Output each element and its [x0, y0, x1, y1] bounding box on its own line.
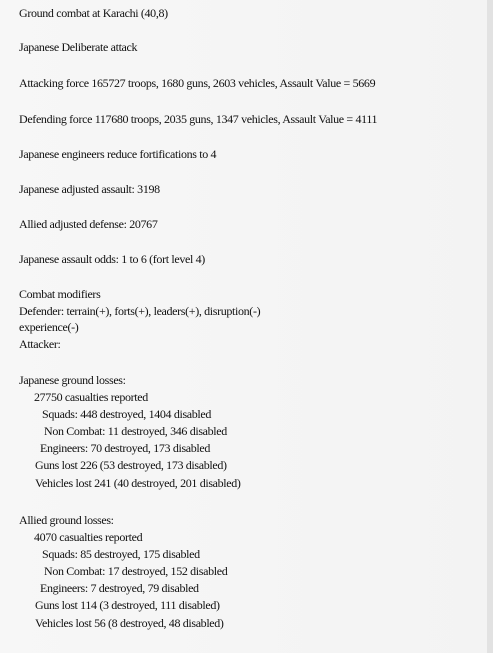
defender-modifiers: Defender: terrain(+), forts(+), leaders(+), disruption(-) — [19, 304, 261, 318]
assault-odds: Japanese assault odds: 1 to 6 (fort level 4) — [19, 252, 205, 266]
engineers-report: Japanese engineers reduce fortifications to 4 — [19, 147, 217, 161]
japanese-losses-heading: Japanese ground losses: — [19, 373, 126, 387]
japanese-squads: Squads: 448 destroyed, 1404 disabled — [42, 407, 212, 421]
japanese-guns-lost: Guns lost 226 (53 destroyed, 173 disabled) — [35, 458, 227, 472]
japanese-casualties: 27750 casualties reported — [34, 390, 148, 404]
attack-type: Japanese Deliberate attack — [19, 40, 138, 54]
attacker-modifiers: Attacker: — [19, 337, 61, 351]
defending-force: Defending force 117680 troops, 2035 guns, 1347 vehicles, Assault Value = 4111 — [19, 112, 378, 126]
allied-losses-heading: Allied ground losses: — [19, 513, 114, 527]
japanese-vehicles-lost: Vehicles lost 241 (40 destroyed, 201 disabled) — [35, 476, 241, 490]
allied-squads: Squads: 85 destroyed, 175 disabled — [42, 547, 200, 561]
japanese-non-combat: Non Combat: 11 destroyed, 346 disabled — [44, 424, 227, 438]
combat-modifiers-heading: Combat modifiers — [19, 287, 101, 301]
allied-casualties: 4070 casualties reported — [34, 530, 143, 544]
defender-modifiers-cont: experience(-) — [19, 320, 79, 334]
allied-vehicles-lost: Vehicles lost 56 (8 destroyed, 48 disabled) — [35, 616, 224, 630]
allied-engineers: Engineers: 7 destroyed, 79 disabled — [40, 581, 199, 595]
attacking-force: Attacking force 165727 troops, 1680 guns, 2603 vehicles, Assault Value = 5669 — [19, 76, 376, 90]
allied-guns-lost: Guns lost 114 (3 destroyed, 111 disabled) — [35, 598, 220, 612]
report-title: Ground combat at Karachi (40,8) — [19, 6, 168, 20]
adjusted-defense: Allied adjusted defense: 20767 — [19, 217, 158, 231]
japanese-engineers: Engineers: 70 destroyed, 173 disabled — [40, 441, 211, 455]
adjusted-assault: Japanese adjusted assault: 3198 — [19, 182, 160, 196]
allied-non-combat: Non Combat: 17 destroyed, 152 disabled — [44, 564, 228, 578]
